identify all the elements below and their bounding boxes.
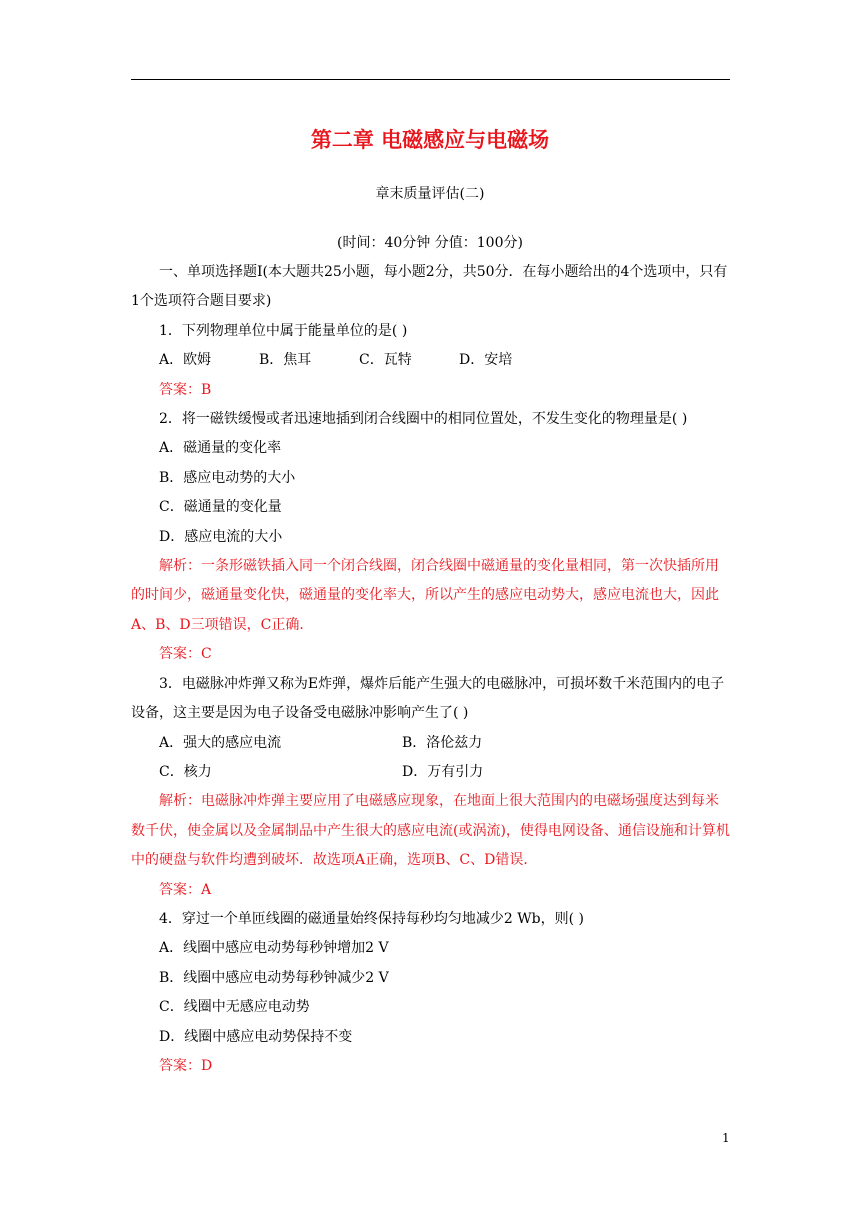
question-4-stem: 4．穿过一个单匝线圈的磁通量始终保持每秒均匀地减少2 Wb，则( )	[159, 910, 584, 927]
page-number: 1	[722, 1131, 730, 1145]
question-3-options-row-2	[131, 758, 730, 787]
header-rule	[131, 79, 730, 80]
question-1-option-b: B．焦耳	[259, 352, 312, 369]
question-4-option-c: C．线圈中无感应电动势	[159, 999, 310, 1016]
question-3-options-row-1	[131, 729, 730, 758]
question-2-option-b: B．感应电动势的大小	[159, 469, 296, 486]
question-2-option-c: C．磁通量的变化量	[159, 499, 282, 516]
section-heading: 一、单项选择题Ⅰ(本大题共25小题，每小题2分，共50分．在每小题给出的4个选项中，只有1个选项符合题目要求)	[131, 264, 728, 310]
question-4-option-a: A．线圈中感应电动势每秒钟增加2 V	[159, 940, 389, 957]
question-1-options	[131, 346, 730, 375]
question-1-option-a: A．欧姆	[159, 352, 212, 369]
question-2-analysis: 解析：一条形磁铁插入同一个闭合线圈，闭合线圈中磁通量的变化量相同，第一次快插所用的时间少，磁通量变化快，磁通量的变化率大，所以产生的感应电动势大，感应电流也大，因此A、B、D三项错误，C正确．	[131, 558, 719, 633]
question-4-option-b: B．线圈中感应电动势每秒钟减少2 V	[159, 969, 389, 986]
question-2-stem: 2．将一磁铁缓慢或者迅速地插到闭合线圈中的相同位置处，不发生变化的物理量是( )	[159, 411, 688, 428]
question-1-stem: 1．下列物理单位中属于能量单位的是( )	[159, 322, 408, 339]
question-3-answer: 答案：A	[159, 881, 212, 898]
question-3-option-a: A．强大的感应电流	[159, 734, 282, 751]
question-3-option-b: B．洛伦兹力	[402, 734, 483, 751]
chapter-title: 第二章 电磁感应与电磁场	[310, 127, 550, 152]
question-1-answer: 答案：B	[159, 381, 212, 398]
question-2-option-a: A．磁通量的变化率	[159, 440, 282, 457]
question-3-stem: 3．电磁脉冲炸弹又称为E炸弹，爆炸后能产生强大的电磁脉冲，可损坏数千米范围内的电子设备，这主要是因为电子设备受电磁脉冲影响产生了( )	[131, 675, 725, 722]
question-1-option-c: C．瓦特	[359, 352, 412, 369]
exam-meta: (时间：40分钟 分值：100分)	[337, 235, 523, 251]
question-3-analysis: 解析：电磁脉冲炸弹主要应用了电磁感应现象，在地面上很大范围内的电磁场强度达到每米数千伏，使金属以及金属制品中产生很大的感应电流(或涡流)，使得电网设备、通信设施和计算机中的硬盘与软件均遭到破坏．故选项A正确，选项B、C、D错误．	[131, 793, 730, 869]
question-2-answer: 答案：C	[159, 646, 212, 663]
chapter-subtitle: 章末质量评估(二)	[375, 186, 485, 202]
question-4-option-d: D．线圈中感应电动势保持不变	[159, 1028, 353, 1045]
question-1-option-d: D．安培	[459, 352, 513, 369]
question-2-option-d: D．感应电流的大小	[159, 528, 283, 545]
question-3-option-c: C．核力	[159, 763, 212, 780]
question-4-answer: 答案：D	[159, 1057, 213, 1074]
document-body	[131, 258, 730, 1081]
question-3-option-d: D．万有引力	[402, 763, 484, 780]
